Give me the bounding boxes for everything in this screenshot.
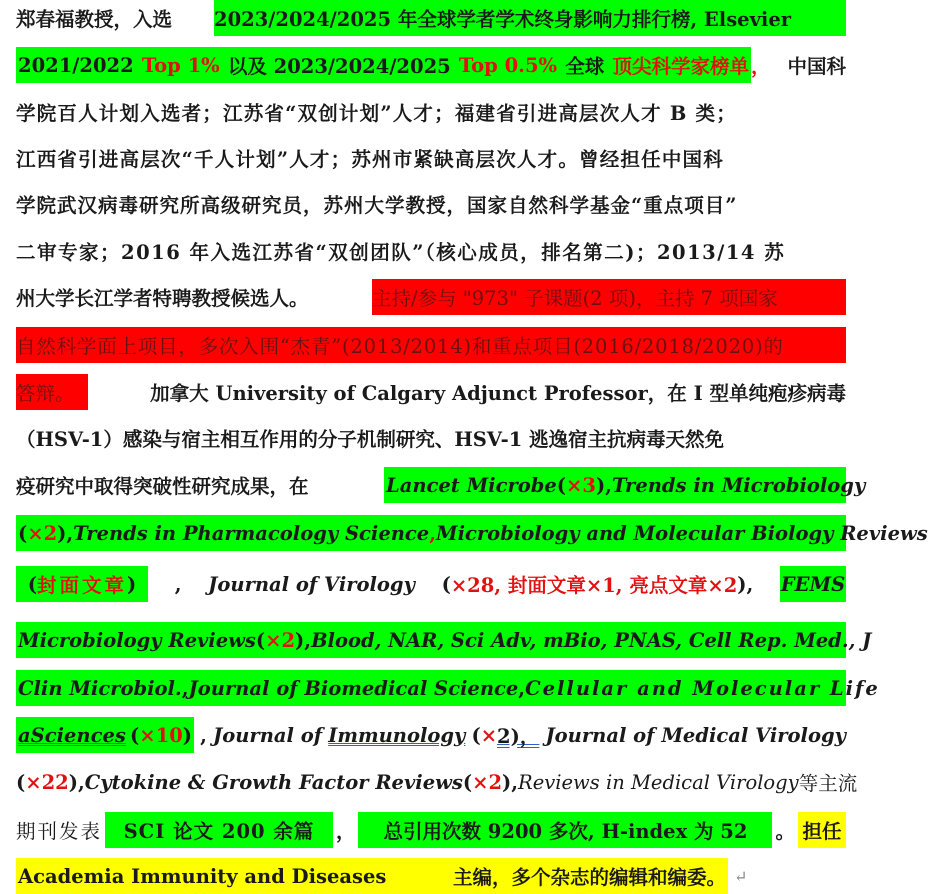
text-line-19: [16, 858, 846, 894]
highlight-green: 2023/2024/2025 年全球学者学术终身影响力排行榜, Elsevier: [214, 0, 846, 36]
paragraph-mark-icon: ↵: [734, 866, 748, 886]
text-line-13: ( 封面文章 ) , Journal of Virology ( ×28, 封面文章×1, 亮点文章×2 ), FEMS: [16, 566, 846, 602]
highlight-green: SCI 论文 200 余篇: [105, 812, 333, 848]
text-line-8: [16, 327, 846, 363]
text-line-5: 学院武汉病毒研究所高级研究员，苏州大学教授，国家自然科学基金“重点项目”: [16, 194, 738, 217]
text-line-11: 疫研究中取得突破性研究成果，在 Lancet Microbe ( ×3 ), Trends in Microbiology: [16, 467, 846, 503]
highlight-red: 主持/参与 "973" 子课题(2 项)，主持 7 项国家: [372, 279, 846, 315]
highlight-yellow: 担任: [798, 812, 846, 848]
text-line-2: 2021/2022 Top 1% 以及 2023/2024/2025 Top 0.5% 全球 顶尖科学家榜单 ， 中国科: [16, 47, 846, 83]
highlight-green: FEMS: [780, 566, 846, 602]
highlight-green: (×2), Trends in Pharmacology Science , Microbiology and Molecular Biology Reviews: [16, 515, 846, 551]
highlight-green: Clin Microbiol., Journal of Biomedical Science , Cellular and Molecular Life: [16, 670, 846, 706]
text-line-18: 期刊发表 SCI 论文 200 余篇 ， 总引用次数 9200 多次, H-index 为 52 。 担任: [16, 812, 846, 848]
highlight-yellow: Academia Immunity and Diseases 主编，多个杂志的编辑和编委。: [16, 858, 728, 894]
text-line-1: [16, 0, 846, 36]
highlight-green: 2021/2022 Top 1% 以及 2023/2024/2025 Top 0.5% 全球 顶尖科学家榜单: [16, 47, 751, 83]
text-line-9: 答辩。 加拿大 University of Calgary Adjunct Professor，在 I 型单纯疱疹病毒: [16, 374, 846, 410]
text-line-17: ( ×22 ), Cytokine & Growth Factor Reviews ( ×2 ), Reviews in Medical Virology 等主流: [16, 770, 858, 795]
highlight-green: 总引用次数 9200 多次, H-index 为 52: [358, 812, 772, 848]
text-line-3: 学院百人计划入选者；江苏省“双创计划”人才；福建省引进高层次人才 B 类；: [16, 102, 737, 125]
text-line-16: aSciences (×10) , Journal of Immunology ( × 2)， Journal of Medical Virology: [16, 717, 846, 753]
text: 郑春福教授，入选: [16, 8, 173, 31]
text-line-12: [16, 515, 928, 551]
highlight-red: 答辩。: [16, 374, 88, 410]
text-line-4: 江西省引进高层次“千人计划”人才；苏州市紧缺高层次人才。曾经担任中国科: [16, 148, 724, 171]
highlight-green: Microbiology Reviews (×2), Blood, NAR, Sci Adv, mBio, PNAS, Cell Rep. Med., J: [16, 622, 846, 658]
text-line-6: 二审专家；2016 年入选江苏省“双创团队”（核心成员，排名第二)；2013/14 苏: [16, 241, 786, 264]
highlight-green: ( 封面文章 ): [16, 566, 148, 602]
text-line-15: [16, 670, 880, 706]
highlight-red: 自然科学面上项目，多次入围“杰青”(2013/2014)和重点项目(2016/2018/2020)的: [16, 327, 846, 363]
highlight-green: aSciences (×10): [16, 717, 194, 753]
text-line-14: [16, 622, 872, 658]
text-line-7: 州大学长江学者特聘教授候选人。 主持/参与 "973" 子课题(2 项)，主持 7 项国家: [16, 279, 846, 315]
highlight-green: Lancet Microbe ( ×3 ), Trends in Microbiology: [384, 467, 846, 503]
text-line-10: （HSV-1）感染与宿主相互作用的分子机制研究、HSV-1 逃逸宿主抗病毒天然免: [16, 428, 725, 451]
